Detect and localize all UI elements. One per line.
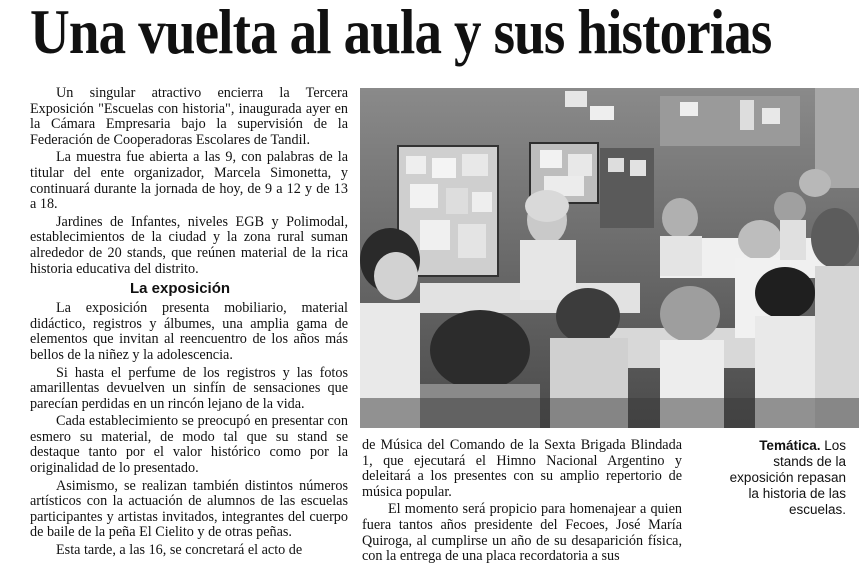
- paragraph: Un singular atractivo encierra la Tercera Exposición "Escuelas con historia", inaugurada ayer en la Cámara Empresaria bajo la supervisión de la Federación de Cooperadoras Escolares de Tandil.: [30, 85, 348, 148]
- photo-caption: [728, 438, 846, 518]
- left-column: [30, 86, 348, 561]
- middle-column: [362, 438, 682, 567]
- caption-text: Los stands de la exposición repasan la historia de las escuelas.: [729, 438, 846, 517]
- paragraph: Asimismo, se realizan también distintos números artísticos con la actuación de alumnos de las escuelas participantes y artistas invitados, integrantes del cuerpo de baile de la peña El Cielito y de otras peñas.: [30, 477, 348, 541]
- photo-illustration: [360, 88, 859, 428]
- paragraph: Esta tarde, a las 16, se concretará el acto de: [56, 542, 303, 559]
- caption-lead: Temática.: [759, 438, 821, 453]
- paragraph: La exposición presenta mobiliario, material didáctico, registros y álbumes, una amplia gama de elementos que invitan al reencuentro de los años más bellos de la niñez y la adolescencia.: [30, 300, 348, 363]
- paragraph: Cada establecimiento se preocupó en presentar con esmero su material, de modo tal que su stand se destaque tanto por el valor histórico como por la originalidad de lo presentado.: [30, 413, 348, 477]
- headline: Una vuelta al aula y sus historias: [30, 0, 772, 67]
- subheading: La exposición: [130, 280, 231, 298]
- paragraph: Jardines de Infantes, niveles EGB y Polimodal, establecimientos de la ciudad y la zona rural suman alrededor de 20 stands, que reúnen material de la rica historia educativa del distrito.: [30, 213, 348, 277]
- paragraph: de Música del Comando de la Sexta Brigada Blindada 1, que ejecutará el Himno Nacional Argentino y deleitará a los presentes con su amplio repertorio de música popular.: [362, 437, 682, 500]
- paragraph: Si hasta el perfume de los registros y las fotos amarillentas devuelven un sinfín de sensaciones que parecían perdidas en un rincón lejano de la vida.: [30, 364, 348, 412]
- paragraph: La muestra fue abierta a las 9, con palabras de la titular del ente organizador, Marcela Simonetta, y continuará durante la jornada de hoy, de 9 a 12 y de 13 a 18.: [30, 149, 348, 213]
- paragraph: El momento será propicio para homenajear a quien fuera tantos años presidente del Fecoes, José María Quiroga, al cumplirse un año de su desaparición física, con la entrega de una placa recordatoria a sus: [362, 501, 682, 565]
- exhibition-photo: [360, 88, 859, 428]
